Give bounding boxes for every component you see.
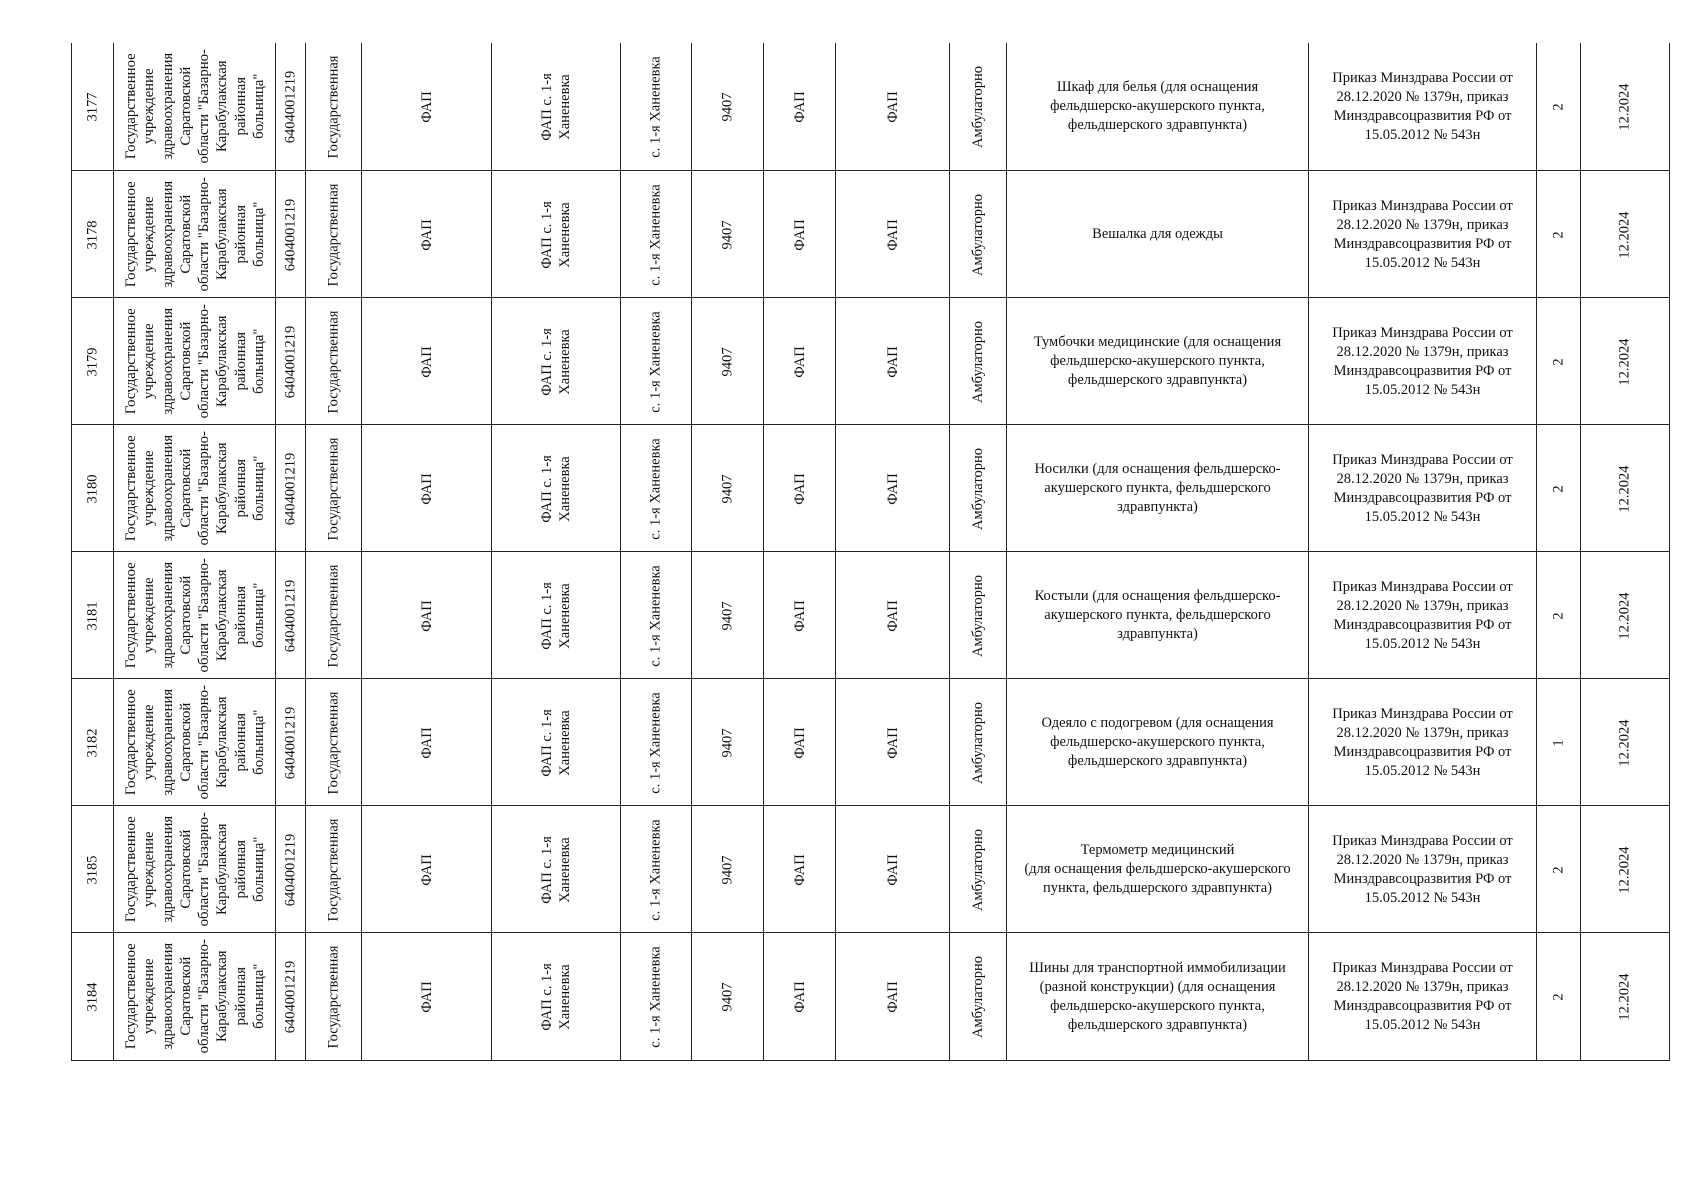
- settlement: с. 1-я Ханеневка: [648, 437, 664, 540]
- facility-type-2: ФАП: [884, 599, 901, 632]
- cell-settlement: [621, 806, 692, 933]
- cell-basis: [1309, 806, 1537, 933]
- cell-unit-type: [362, 933, 492, 1060]
- code: 9407: [719, 982, 736, 1011]
- ownership-form: Государственная: [325, 945, 342, 1048]
- unit-type: ФАП: [418, 853, 435, 886]
- cell-care-form: [950, 679, 1007, 806]
- cell-settlement: [621, 933, 692, 1060]
- row-id: 3179: [84, 347, 101, 376]
- legal-basis: Приказ Минздрава России от 28.12.2020 № 1379н, приказ Минздравсоцразвития РФ от 15.05.2012 № 543н: [1332, 69, 1513, 143]
- organization-name: Государственное учреждение здравоохранения Саратовской области "Базарно-Карабулакская районная больница": [122, 304, 267, 419]
- cell-ownership: [306, 425, 362, 552]
- care-form: Амбулаторно: [970, 701, 987, 784]
- unit-type: ФАП: [418, 726, 435, 759]
- cell-unit-name: [492, 552, 621, 679]
- settlement: с. 1-я Ханеневка: [648, 55, 664, 158]
- cell-qty: [1537, 552, 1581, 679]
- cell-basis: [1309, 298, 1537, 425]
- cell-col9: [764, 43, 836, 170]
- cell-code: [692, 171, 764, 298]
- due-date: 12.2024: [1617, 464, 1633, 513]
- facility-type-1: ФАП: [791, 726, 808, 759]
- cell-unit-type: [362, 171, 492, 298]
- cell-col10: [836, 679, 950, 806]
- quantity: 2: [1550, 611, 1567, 620]
- cell-settlement: [621, 425, 692, 552]
- care-form: Амбулаторно: [970, 320, 987, 403]
- equipment-item: Термометр медицинский (для оснащения фельдшерско-акушерского пункта, фельдшерского здравпункта): [1024, 842, 1291, 896]
- cell-ownership: [306, 43, 362, 170]
- cell-unit-type: [362, 43, 492, 170]
- unit-name: ФАП с. 1-я Ханеневка: [539, 327, 573, 396]
- cell-item: [1007, 298, 1309, 425]
- settlement: с. 1-я Ханеневка: [648, 564, 664, 667]
- legal-basis: Приказ Минздрава России от 28.12.2020 № 1379н, приказ Минздравсоцразвития РФ от 15.05.2012 № 543н: [1332, 451, 1513, 525]
- legal-basis: Приказ Минздрава России от 28.12.2020 № 1379н, приказ Минздравсоцразвития РФ от 15.05.2012 № 543н: [1332, 578, 1513, 652]
- cell-basis: [1309, 679, 1537, 806]
- unit-type: ФАП: [418, 90, 435, 123]
- table-row: [72, 43, 1670, 170]
- code: 9407: [719, 347, 736, 376]
- due-date: 12.2024: [1617, 972, 1633, 1021]
- equipment-item: Вешалка для одежды: [1092, 226, 1223, 242]
- legal-basis: Приказ Минздрава России от 28.12.2020 № 1379н, приказ Минздравсоцразвития РФ от 15.05.2012 № 543н: [1332, 832, 1513, 906]
- cell-organization: [114, 43, 276, 170]
- code: 9407: [719, 728, 736, 757]
- cell-inn: [276, 298, 306, 425]
- cell-ownership: [306, 806, 362, 933]
- cell-inn: [276, 43, 306, 170]
- cell-unit-name: [492, 43, 621, 170]
- code: 9407: [719, 601, 736, 630]
- cell-qty: [1537, 425, 1581, 552]
- row-id: 3178: [84, 220, 101, 249]
- cell-col9: [764, 298, 836, 425]
- cell-unit-name: [492, 425, 621, 552]
- facility-type-1: ФАП: [791, 472, 808, 505]
- cell-unit-type: [362, 425, 492, 552]
- table-row: [72, 170, 1670, 298]
- care-form: Амбулаторно: [970, 447, 987, 530]
- cell-basis: [1309, 552, 1537, 679]
- table-row: [72, 805, 1670, 933]
- facility-type-2: ФАП: [884, 218, 901, 251]
- settlement: с. 1-я Ханеневка: [648, 945, 664, 1048]
- settlement: с. 1-я Ханеневка: [648, 818, 664, 921]
- facility-type-1: ФАП: [791, 853, 808, 886]
- cell-care-form: [950, 806, 1007, 933]
- cell-care-form: [950, 425, 1007, 552]
- organization-name: Государственное учреждение здравоохранения Саратовской области "Базарно-Карабулакская районная больница": [122, 558, 267, 673]
- cell-organization: [114, 933, 276, 1060]
- cell-settlement: [621, 298, 692, 425]
- cell-col9: [764, 171, 836, 298]
- settlement: с. 1-я Ханеневка: [648, 691, 664, 794]
- quantity: 2: [1550, 484, 1567, 493]
- cell-qty: [1537, 298, 1581, 425]
- cell-care-form: [950, 171, 1007, 298]
- row-id: 3180: [84, 474, 101, 503]
- organization-name: Государственное учреждение здравоохранения Саратовской области "Базарно-Карабулакская районная больница": [122, 49, 267, 164]
- cell-basis: [1309, 43, 1537, 170]
- unit-name: ФАП с. 1-я Ханеневка: [539, 962, 573, 1031]
- cell-organization: [114, 298, 276, 425]
- cell-col10: [836, 425, 950, 552]
- settlement: с. 1-я Ханеневка: [648, 183, 664, 286]
- facility-type-1: ФАП: [791, 345, 808, 378]
- cell-care-form: [950, 43, 1007, 170]
- ownership-form: Государственная: [325, 691, 342, 794]
- unit-type: ФАП: [418, 218, 435, 251]
- cell-code: [692, 43, 764, 170]
- table-row: [72, 551, 1670, 679]
- cell-col10: [836, 806, 950, 933]
- cell-id: [72, 806, 114, 933]
- equipment-item: Шкаф для белья (для оснащения фельдшерско-акушерского пункта, фельдшерского здравпункта): [1050, 79, 1265, 133]
- unit-type: ФАП: [418, 345, 435, 378]
- cell-date: [1581, 171, 1670, 298]
- cell-id: [72, 171, 114, 298]
- cell-inn: [276, 171, 306, 298]
- row-id: 3182: [84, 728, 101, 757]
- unit-type: ФАП: [418, 599, 435, 632]
- cell-date: [1581, 425, 1670, 552]
- cell-basis: [1309, 933, 1537, 1060]
- legal-basis: Приказ Минздрава России от 28.12.2020 № 1379н, приказ Минздравсоцразвития РФ от 15.05.2012 № 543н: [1332, 705, 1513, 779]
- cell-settlement: [621, 679, 692, 806]
- cell-qty: [1537, 806, 1581, 933]
- cell-inn: [276, 552, 306, 679]
- ownership-form: Государственная: [325, 310, 342, 413]
- facility-type-2: ФАП: [884, 980, 901, 1013]
- cell-code: [692, 806, 764, 933]
- cell-settlement: [621, 171, 692, 298]
- facility-type-1: ФАП: [791, 980, 808, 1013]
- quantity: 2: [1550, 230, 1567, 239]
- cell-ownership: [306, 552, 362, 679]
- cell-settlement: [621, 552, 692, 679]
- due-date: 12.2024: [1617, 210, 1633, 259]
- equipment-item: Одеяло с подогревом (для оснащения фельдшерско-акушерского пункта, фельдшерского здравпункта): [1041, 715, 1274, 769]
- unit-type: ФАП: [418, 472, 435, 505]
- inn: 6404001219: [282, 198, 299, 271]
- cell-organization: [114, 806, 276, 933]
- cell-care-form: [950, 552, 1007, 679]
- cell-id: [72, 679, 114, 806]
- legal-basis: Приказ Минздрава России от 28.12.2020 № 1379н, приказ Минздравсоцразвития РФ от 15.05.2012 № 543н: [1332, 197, 1513, 271]
- row-id: 3185: [84, 855, 101, 884]
- facility-type-2: ФАП: [884, 472, 901, 505]
- ownership-form: Государственная: [325, 437, 342, 540]
- facility-type-1: ФАП: [791, 218, 808, 251]
- cell-care-form: [950, 933, 1007, 1060]
- unit-name: ФАП с. 1-я Ханеневка: [539, 708, 573, 777]
- cell-basis: [1309, 171, 1537, 298]
- care-form: Амбулаторно: [970, 955, 987, 1038]
- cell-item: [1007, 933, 1309, 1060]
- cell-organization: [114, 425, 276, 552]
- cell-code: [692, 552, 764, 679]
- care-form: Амбулаторно: [970, 193, 987, 276]
- cell-unit-name: [492, 806, 621, 933]
- cell-qty: [1537, 171, 1581, 298]
- quantity: 2: [1550, 992, 1567, 1001]
- cell-col9: [764, 933, 836, 1060]
- equipment-item: Шины для транспортной иммобилизации (разной конструкции) (для оснащения фельдшерско-акушерского пункта, фельдшерского здравпункта): [1029, 959, 1286, 1033]
- table-row: [72, 932, 1670, 1060]
- quantity: 2: [1550, 102, 1567, 111]
- cell-item: [1007, 679, 1309, 806]
- facility-type-2: ФАП: [884, 345, 901, 378]
- cell-code: [692, 298, 764, 425]
- cell-id: [72, 933, 114, 1060]
- table-row: [72, 424, 1670, 552]
- facility-type-2: ФАП: [884, 853, 901, 886]
- code: 9407: [719, 474, 736, 503]
- cell-item: [1007, 806, 1309, 933]
- unit-name: ФАП с. 1-я Ханеневка: [539, 835, 573, 904]
- row-id: 3177: [84, 92, 101, 121]
- cell-ownership: [306, 171, 362, 298]
- cell-qty: [1537, 43, 1581, 170]
- unit-name: ФАП с. 1-я Ханеневка: [539, 200, 573, 269]
- unit-name: ФАП с. 1-я Ханеневка: [539, 72, 573, 141]
- cell-inn: [276, 806, 306, 933]
- cell-id: [72, 43, 114, 170]
- facility-type-1: ФАП: [791, 90, 808, 123]
- cell-id: [72, 552, 114, 679]
- cell-date: [1581, 806, 1670, 933]
- legal-basis: Приказ Минздрава России от 28.12.2020 № 1379н, приказ Минздравсоцразвития РФ от 15.05.2012 № 543н: [1332, 959, 1513, 1033]
- facility-type-1: ФАП: [791, 599, 808, 632]
- unit-name: ФАП с. 1-я Ханеневка: [539, 454, 573, 523]
- equipment-item: Носилки (для оснащения фельдшерско-акушерского пункта, фельдшерского здравпункта): [1034, 461, 1281, 515]
- settlement: с. 1-я Ханеневка: [648, 310, 664, 413]
- cell-item: [1007, 425, 1309, 552]
- inn: 6404001219: [282, 452, 299, 525]
- due-date: 12.2024: [1617, 718, 1633, 767]
- cell-organization: [114, 171, 276, 298]
- inn: 6404001219: [282, 960, 299, 1033]
- cell-unit-name: [492, 171, 621, 298]
- cell-id: [72, 425, 114, 552]
- cell-code: [692, 679, 764, 806]
- ownership-form: Государственная: [325, 564, 342, 667]
- ownership-form: Государственная: [325, 183, 342, 286]
- care-form: Амбулаторно: [970, 65, 987, 148]
- cell-unit-type: [362, 298, 492, 425]
- cell-unit-type: [362, 679, 492, 806]
- inn: 6404001219: [282, 579, 299, 652]
- cell-unit-type: [362, 552, 492, 679]
- cell-col10: [836, 43, 950, 170]
- cell-col10: [836, 171, 950, 298]
- unit-type: ФАП: [418, 980, 435, 1013]
- cell-col9: [764, 552, 836, 679]
- facility-type-2: ФАП: [884, 726, 901, 759]
- cell-item: [1007, 552, 1309, 679]
- organization-name: Государственное учреждение здравоохранения Саратовской области "Базарно-Карабулакская районная больница": [122, 685, 267, 800]
- organization-name: Государственное учреждение здравоохранения Саратовской области "Базарно-Карабулакская районная больница": [122, 812, 267, 927]
- cell-inn: [276, 425, 306, 552]
- inn: 6404001219: [282, 706, 299, 779]
- due-date: 12.2024: [1617, 337, 1633, 386]
- cell-date: [1581, 43, 1670, 170]
- cell-code: [692, 425, 764, 552]
- ownership-form: Государственная: [325, 55, 342, 158]
- cell-id: [72, 298, 114, 425]
- cell-item: [1007, 43, 1309, 170]
- cell-col10: [836, 298, 950, 425]
- inn: 6404001219: [282, 70, 299, 143]
- due-date: 12.2024: [1617, 845, 1633, 894]
- equipment-item: Тумбочки медицинские (для оснащения фельдшерско-акушерского пункта, фельдшерского здравпункта): [1033, 334, 1282, 388]
- quantity: 2: [1550, 357, 1567, 366]
- unit-name: ФАП с. 1-я Ханеневка: [539, 581, 573, 650]
- cell-basis: [1309, 425, 1537, 552]
- cell-organization: [114, 679, 276, 806]
- quantity: 1: [1550, 738, 1567, 747]
- table-row: [72, 297, 1670, 425]
- organization-name: Государственное учреждение здравоохранения Саратовской области "Базарно-Карабулакская районная больница": [122, 431, 267, 546]
- cell-code: [692, 933, 764, 1060]
- quantity: 2: [1550, 865, 1567, 874]
- cell-unit-type: [362, 806, 492, 933]
- code: 9407: [719, 220, 736, 249]
- cell-unit-name: [492, 679, 621, 806]
- cell-settlement: [621, 43, 692, 170]
- table-row: [72, 678, 1670, 806]
- inn: 6404001219: [282, 833, 299, 906]
- facility-type-2: ФАП: [884, 90, 901, 123]
- care-form: Амбулаторно: [970, 828, 987, 911]
- cell-col10: [836, 933, 950, 1060]
- cell-date: [1581, 933, 1670, 1060]
- cell-date: [1581, 552, 1670, 679]
- care-form: Амбулаторно: [970, 574, 987, 657]
- cell-ownership: [306, 933, 362, 1060]
- legal-basis: Приказ Минздрава России от 28.12.2020 № 1379н, приказ Минздравсоцразвития РФ от 15.05.2012 № 543н: [1332, 324, 1513, 398]
- due-date: 12.2024: [1617, 82, 1633, 131]
- cell-qty: [1537, 933, 1581, 1060]
- cell-col9: [764, 806, 836, 933]
- cell-unit-name: [492, 933, 621, 1060]
- cell-ownership: [306, 679, 362, 806]
- cell-date: [1581, 298, 1670, 425]
- cell-col9: [764, 425, 836, 552]
- cell-col10: [836, 552, 950, 679]
- equipment-table: [71, 43, 1670, 1061]
- cell-col9: [764, 679, 836, 806]
- cell-item: [1007, 171, 1309, 298]
- row-id: 3181: [84, 601, 101, 630]
- cell-ownership: [306, 298, 362, 425]
- cell-date: [1581, 679, 1670, 806]
- ownership-form: Государственная: [325, 818, 342, 921]
- cell-inn: [276, 933, 306, 1060]
- cell-inn: [276, 679, 306, 806]
- organization-name: Государственное учреждение здравоохранения Саратовской области "Базарно-Карабулакская районная больница": [122, 939, 267, 1054]
- inn: 6404001219: [282, 325, 299, 398]
- cell-organization: [114, 552, 276, 679]
- equipment-item: Костыли (для оснащения фельдшерско-акушерского пункта, фельдшерского здравпункта): [1034, 588, 1281, 642]
- cell-unit-name: [492, 298, 621, 425]
- organization-name: Государственное учреждение здравоохранения Саратовской области "Базарно-Карабулакская районная больница": [122, 177, 267, 292]
- due-date: 12.2024: [1617, 591, 1633, 640]
- code: 9407: [719, 92, 736, 121]
- cell-qty: [1537, 679, 1581, 806]
- row-id: 3184: [84, 982, 101, 1011]
- code: 9407: [719, 855, 736, 884]
- cell-care-form: [950, 298, 1007, 425]
